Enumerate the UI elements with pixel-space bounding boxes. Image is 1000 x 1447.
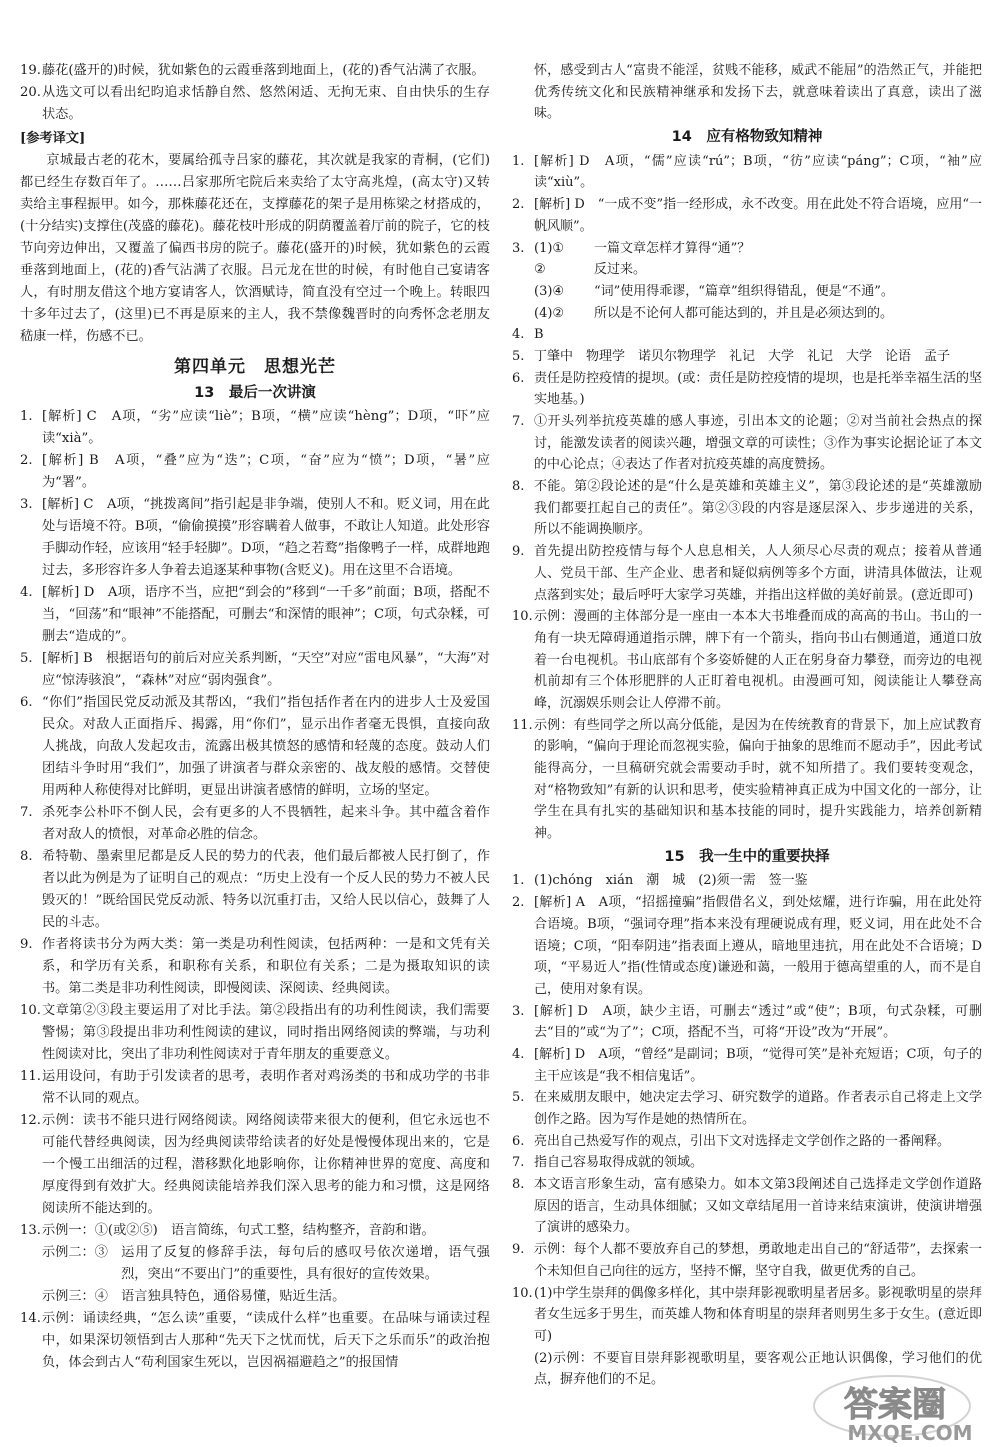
answer-item <box>20 82 490 126</box>
subpart-label: 示例三：④ <box>42 1289 122 1304</box>
answer-subpart <box>42 1286 490 1308</box>
answer-item <box>512 1001 982 1044</box>
answer-item <box>512 1044 982 1087</box>
answer-text: 不能。第②段论述的是“什么是英雄和英雄主义”，第③段论述的是“英雄激励我们都要扛起自己的责任”。第②③段的内容是逐层深入、步步递进的关系，所以不能调换顺序。 <box>534 479 982 538</box>
answer-item <box>20 1220 490 1308</box>
answer-text: 示例：有些同学之所以高分低能，是因为在传统教育的背景下，加上应试教育的影响，“偏向于理论而忽视实验，偏向于抽象的思维而不愿动手”，因此考试能得高分，一旦稿研究就会需要动手时，就不知所措了。我们要转变观念，对“格物致知”有新的认识和思考，使实验精神真正成为中国文化的一部分，让学生在具有扎实的基础知识和基本技能的同时，提升实践能力，培养创新精神。 <box>534 717 982 842</box>
answer-number: 1. <box>512 153 525 169</box>
subpart-text: 语言简练，句式工整，结构整齐，音韵和谐。 <box>170 1223 435 1238</box>
answer-number: 7. <box>512 414 525 429</box>
subpart-label: 示例二：③ <box>42 1245 122 1260</box>
subpart-label: (1)① <box>534 240 578 256</box>
answer-13-examples <box>42 1220 490 1308</box>
answer-text: [解析] D A项，语序不当，应把“到会的”移到“一千多”前面；B项，搭配不当，“回荡”和“眼神”不能搭配，可删去“和深情的眼神”；C项，句式杂糅，可删去“造成的”。 <box>42 585 490 644</box>
left-column <box>20 60 490 1374</box>
answer-number: 10. <box>20 1003 41 1018</box>
answer-number: 6. <box>20 695 33 710</box>
answer-item <box>512 151 982 194</box>
answer-text: 在来威朋友眼中，她决定去学习、研究数学的道路。作者表示自己将走上文学创作之路。因为写作是她的热情所在。 <box>534 1090 982 1127</box>
answer-text: B <box>534 327 544 343</box>
answer-number: 4. <box>20 585 33 600</box>
answer-text: 示例：读书不能只进行网络阅读。网络阅读带来很大的便利，但它永远也不可能代替经典阅读，因为经典阅读带给读者的好处是慢慢体现出来的，它是一个慢工出细活的过程，潜移默化地影响你，让你精神世界的宽度、高度和厚度得到有效扩大。经典阅读能培养我们深入思考的能力和习惯，这是网络阅读所不能达到的。 <box>42 1113 490 1216</box>
answer-text: [解析] C A项，“劣”应读“liè”；B项，“横”应读“hèng”；D项，“吓”应读“xià”。 <box>42 409 490 446</box>
answer-subpart <box>534 259 982 281</box>
answer-text: 本文语言形象生动，富有感染力。如本文第3段阐述自己选择走文学创作道路原因的语言，生动具体细腻；又如文章结尾用一首诗来结束演讲，使演讲增强了演讲的感染力。 <box>534 1177 982 1236</box>
answer-number: 3. <box>512 1003 525 1019</box>
answer-3-parts <box>534 238 982 325</box>
answer-number: 13. <box>20 1223 41 1238</box>
answer-number: 6. <box>512 1133 525 1149</box>
answer-text: 亮出自己热爱写作的观点，引出下文对选择走文学创作之路的一番阐释。 <box>534 1133 951 1149</box>
answer-text: 作者将读书分为两大类：第一类是功利性阅读，包括两种：一是和文凭有关系，和学历有关系，和职称有关系，和职位有关系；二是为摄取知识的读书。第二类是非功利性阅读，即慢阅读、深阅读、经典阅读。 <box>42 937 490 996</box>
answer-item <box>512 715 982 845</box>
subpart-text: 反过来。 <box>594 262 647 278</box>
right-column <box>512 60 982 1391</box>
answer-item <box>512 541 982 606</box>
answer-number: 6. <box>512 370 525 386</box>
answer-item <box>20 692 490 802</box>
answer-item <box>512 892 982 1000</box>
answer-text: 责任是防控疫情的提坝。(或：责任是防控疫情的堤坝，也是托举幸福生活的坚实地基。) <box>534 370 982 408</box>
answer-item <box>20 1066 490 1110</box>
answer-number: 8. <box>512 1177 525 1193</box>
answer-number: 9. <box>20 937 33 952</box>
answer-number: 10. <box>512 609 533 625</box>
answer-item <box>20 406 490 450</box>
answer-text: 指自己容易取得成就的领域。 <box>534 1155 704 1171</box>
answer-number: 9. <box>512 1242 525 1258</box>
answer-item <box>512 476 982 541</box>
answer-item <box>512 870 982 892</box>
answer-number: 1. <box>512 873 525 889</box>
answer-text: 希特勒、墨索里尼都是反人民的势力的代表，他们最后都被人民打倒了，作者以此为例是为了证明自己的观点：“历史上没有一个反人民的势力不被人民毁灭的！”既给国民党反动派、特务以沉重打击，又给人民以信心，鼓舞了人民的斗志。 <box>42 849 490 930</box>
answer-item <box>512 606 982 714</box>
answer-number: 4. <box>512 327 525 343</box>
answer-item <box>512 1174 982 1239</box>
answer-text: 藤花(盛开的)时候，犹如紫色的云霞垂落到地面上，(花的)香气沾满了衣服。 <box>42 63 485 78</box>
lesson-14-title: 14 应有格物致知精神 <box>671 129 823 146</box>
reference-translation-label: [参考译文] <box>20 131 86 146</box>
answer-text: 杀死李公朴吓不倒人民，会有更多的人不畏牺牲，起来斗争。其中蕴含着作者对敌人的愤恨，对革命必胜的信念。 <box>42 805 490 842</box>
unit-title: 第四单元 思想光芒 <box>174 357 336 377</box>
answer-number: 14. <box>20 1311 41 1326</box>
answer-number: 5. <box>512 1090 525 1106</box>
answer-item <box>20 1110 490 1220</box>
answers-continued-top <box>20 60 490 126</box>
lesson-14-answers <box>512 151 982 238</box>
answer-subpart <box>42 1220 490 1242</box>
answer-number: 7. <box>512 1155 525 1171</box>
answer-10-part-2: (2)示例：不要盲目崇拜影视歌明星，要客观公正地认识偶像，学习他们的优点，摒弃他们的不足。 <box>534 1350 982 1388</box>
watermark-url: MXQE.COM <box>847 1421 973 1445</box>
answer-number: 8. <box>512 479 525 495</box>
answer-item <box>512 1087 982 1130</box>
answer-number: 9. <box>512 544 525 560</box>
subpart-text: 运用了反复的修辞手法，每句后的感叹号依次递增，语气强烈，突出“不要出门”的重要性，具有很好的宣传效果。 <box>121 1245 490 1282</box>
answer-item <box>512 346 982 368</box>
subpart-text: “词”使用得乖谬，“篇章”组织得错乱，便是“不通”。 <box>594 283 894 299</box>
answer-item <box>512 1131 982 1153</box>
answer-text: 首先提出防控疫情与每个人息息相关，人人须尽心尽责的观点；接着从普通人、党员干部、生产企业、患者和疑似病例等多个方面，讲清具体做法，让观点落到实处；最后呼吁大家学习英雄，并指出这样做的美好前景。(意近即可) <box>534 544 982 603</box>
answer-item <box>512 1239 982 1282</box>
answer-text: [解析] B A项，“叠”应为“迭”；C项，“奋”应为“愤”；D项，“暑”应为“署”。 <box>42 453 490 490</box>
lesson-15-title: 15 我一生中的重要抉择 <box>664 848 830 865</box>
answer-item <box>512 1152 982 1174</box>
answer-number: 7. <box>20 805 33 820</box>
answer-item <box>20 1308 490 1374</box>
answer-item <box>20 494 490 582</box>
answer-number: 11. <box>20 1069 41 1084</box>
subpart-text: 一篇文章怎样才算得“通”？ <box>594 240 751 256</box>
answer-item <box>20 934 490 1000</box>
answer-subpart <box>534 303 982 325</box>
answer-text: [解析] D A项，“曾经”是副词；B项，“觉得可笑”是补充短语；C项，句子的主干应该是“我不相信鬼话”。 <box>534 1046 982 1084</box>
answer-text: [解析] D A项，“儒”应读“rú”；B项，“彷”应读“páng”；C项，“袖”应读“xiù”。 <box>534 153 982 191</box>
answer-item <box>512 238 982 325</box>
answer-text: 文章第②③段主要运用了对比手法。第②段指出有的功利性阅读，我们需要警惕；第③段提出非功利性阅读的建议，同时指出网络阅读的弊端，与功利性阅读对比，突出了非功利性阅读对于青年朋友的重要意义。 <box>42 1003 490 1062</box>
subpart-text: 语言独具特色，通俗易懂，贴近生活。 <box>121 1289 346 1304</box>
watermark-logo-text: 答案圈 <box>844 1385 946 1425</box>
answer-number: 3. <box>20 497 33 512</box>
answer-text: 示例：漫画的主体部分是一座由一本本大书堆叠而成的高高的书山。书山的一角有一块无障碍通道指示牌，牌下有一个箭头，指向书山右侧通道，通道口放着一台电视机。书山底部有个多姿娇健的人正在躬身奋力攀登，而旁边的电视机前却有三个体形肥胖的人正盯着电视机。由漫画可知，阅读能让人攀登高峰，沉溺娱乐则会让人停滞不前。 <box>534 609 982 711</box>
answer-item <box>20 450 490 494</box>
answer-number: 1. <box>20 409 33 424</box>
answer-subpart <box>42 1242 490 1286</box>
answer-item <box>512 368 982 411</box>
answer-text: 丁肇中 物理学 诺贝尔物理学 礼记 大学 礼记 大学 论语 孟子 <box>534 348 951 364</box>
answer-14-continued: 怀，感受到古人“富贵不能淫，贫贱不能移，威武不能屈”的浩然正气，并能把优秀传统文化和民族精神继承和发扬下去，就意味着读出了真意，读出了滋味。 <box>534 63 982 122</box>
answer-text: “你们”指国民党反动派及其帮凶，“我们”指包括作者在内的进步人士及爱国民众。对敌人正面指斥、揭露，用“你们”，显示出作者毫无畏惧，直接向敌人挑战，向敌人发起攻击，流露出极其愤怒的感情和轻蔑的态度。鼓动人们团结斗争时用“我们”，加强了讲演者与群众亲密的、战友般的感情。交替使用两种人称使得对比鲜明，更显出讲演者感情的鲜明，立场的坚定。 <box>42 695 490 798</box>
lesson-13-answers <box>20 406 490 1220</box>
answer-text: [解析] B 根据语句的前后对应关系判断，“天空”对应“雷电风暴”，“大海”对应“惊涛骇浪”，“森林”对应“弱肉强食”。 <box>42 651 490 688</box>
answer-text: 从选文可以看出纪昀追求恬静自然、悠然闲适、无拘无束、自由快乐的生存状态。 <box>42 85 490 122</box>
answer-number: 20. <box>20 85 41 100</box>
answer-number: 2. <box>20 453 33 468</box>
answer-item <box>20 60 490 82</box>
answer-number: 3. <box>512 240 525 256</box>
answer-number: 11. <box>512 717 533 733</box>
answer-number: 19. <box>20 63 41 78</box>
subpart-label: (3)④ <box>534 283 578 299</box>
answer-number: 8. <box>20 849 33 864</box>
answer-item <box>20 582 490 648</box>
answer-item <box>512 194 982 237</box>
lesson-15-answers <box>512 870 982 1347</box>
answer-number: 5. <box>512 348 525 364</box>
answer-number: 12. <box>20 1113 41 1128</box>
answer-text: [解析] D “一成不变”指一经形成，永不改变。用在此处不符合语境，应用“一帆风顺”。 <box>534 197 982 234</box>
reference-translation-text: 京城最古老的花木，要属给孤寺吕家的藤花，其次就是我家的青桐，(它们)都已经生存数百年了。……吕家那所宅院后来卖给了太守高兆煌，(高太守)又转卖给主事程振甲。如今，那株藤花还在，支撑藤花的架子是用栋梁之材搭成的，(十分结实)支撑住(茂盛的藤花)。藤花枝叶形成的阴荫覆盖着厅前的院子，它的枝节向旁边伸出，又覆盖了偏西书房的院子。藤花(盛开的)时候，犹如紫色的云霞垂落到地面上，(花的)香气沾满了衣服。吕元龙在世的时候，有时他自己宴请客人，有时朋友借这个地方宴请客人，饮酒赋诗，简直没有空过一个晚上。转眼四十多年过去了，(这里)已不再是原来的主人，我不禁像魏晋时的向秀怀念老朋友嵇康一样，伤感不已。 <box>20 153 490 344</box>
answer-item <box>20 648 490 692</box>
answer-number: 10. <box>512 1285 533 1301</box>
answer-subpart <box>534 281 982 303</box>
answer-number: 2. <box>512 197 525 213</box>
answer-item <box>512 324 982 346</box>
subpart-label: (4)② <box>534 305 578 321</box>
answer-item <box>512 411 982 476</box>
answer-text: (1)中学生崇拜的偶像多样化，其中崇拜影视歌明星者居多。影视歌明星的崇拜者女生远多于男生，而英雄人物和体育明星的崇拜者则男生多于女生。(意近即可) <box>534 1285 982 1344</box>
subpart-text: 所以是不论何人都可能达到的，并且是必须达到的。 <box>594 305 894 321</box>
answer-text: [解析] D A项，缺少主语，可删去“透过”或“使”；B项，句式杂糅，可删去“目的”或“为了”；C项，搭配不当，可将“开设”改为“开展”。 <box>534 1003 982 1041</box>
subpart-label: ② <box>534 262 559 278</box>
answer-subpart <box>534 238 982 260</box>
lesson-13-title: 13 最后一次讲演 <box>194 385 316 401</box>
subpart-label: 示例一：①(或②⑤) <box>42 1223 171 1238</box>
answer-text: (1)chóng xián 潮 城 (2)须一需 签一鉴 <box>534 873 808 889</box>
answer-number: 4. <box>512 1046 525 1062</box>
answer-text: 示例：诵读经典，“怎么读”重要，“读成什么样”也重要。在品味与诵读过程中，如果深切领悟到古人那种“先天下之忧而忧，后天下之乐而乐”的政治抱负，体会到古人“苟利国家生死以，岂因祸福避趋之”的报国情 <box>42 1311 490 1370</box>
answer-item <box>20 802 490 846</box>
answer-number: 2. <box>512 895 525 911</box>
answer-item <box>20 846 490 934</box>
watermark-stamp <box>800 1370 995 1445</box>
answer-text: [解析] C A项，“挑拨离间”指引起是非争端，使别人不和。贬义词，用在此处与语境不符。B项，“偷偷摸摸”形容瞒着人做事，不敢让人知道。此处形容手脚动作轻，应该用“轻手轻脚”。D项，“趋之若鹜”指像鸭子一样，成群地跑过去，多形容许多人争着去追逐某种事物(含贬义)。用在这里不合语境。 <box>42 497 490 578</box>
answer-item <box>20 1000 490 1066</box>
answer-text: 示例：每个人都不要放弃自己的梦想，勇敢地走出自己的“舒适带”，去探索一个未知但自己向往的远方，坚持不懈，坚守自我，做更优秀的自己。 <box>534 1242 982 1279</box>
answer-text: ①开头列举抗疫英雄的感人事迹，引出本文的论题；②对当前社会热点的探讨，能激发读者的阅读兴趣，增强文章的可读性；③作为事实论据论证了本文的中心论点；④表达了作者对抗疫英雄的高度赞扬。 <box>534 414 982 473</box>
answer-text: 运用设问，有助于引发读者的思考，表明作者对鸡汤类的书和成功学的书非常不认同的观点。 <box>42 1069 490 1106</box>
answer-number: 5. <box>20 651 33 666</box>
answer-item <box>512 1283 982 1348</box>
answer-text: [解析] A A项，“招摇撞骗”指假借名义，到处炫耀，进行诈骗，用在此处符合语境。B项，“强词夺理”指本来没有理硬说成有理，贬义词，用在此处不合语境；C项，“阳奉阴违”指表面上遵从，暗地里违抗，用在此处不合语境；D项，“平易近人”指(性情或态度)谦逊和蔼，一般用于德高望重的人，而不是自己，使用对象有误。 <box>534 895 982 997</box>
lesson-14-answers-more <box>512 324 982 845</box>
